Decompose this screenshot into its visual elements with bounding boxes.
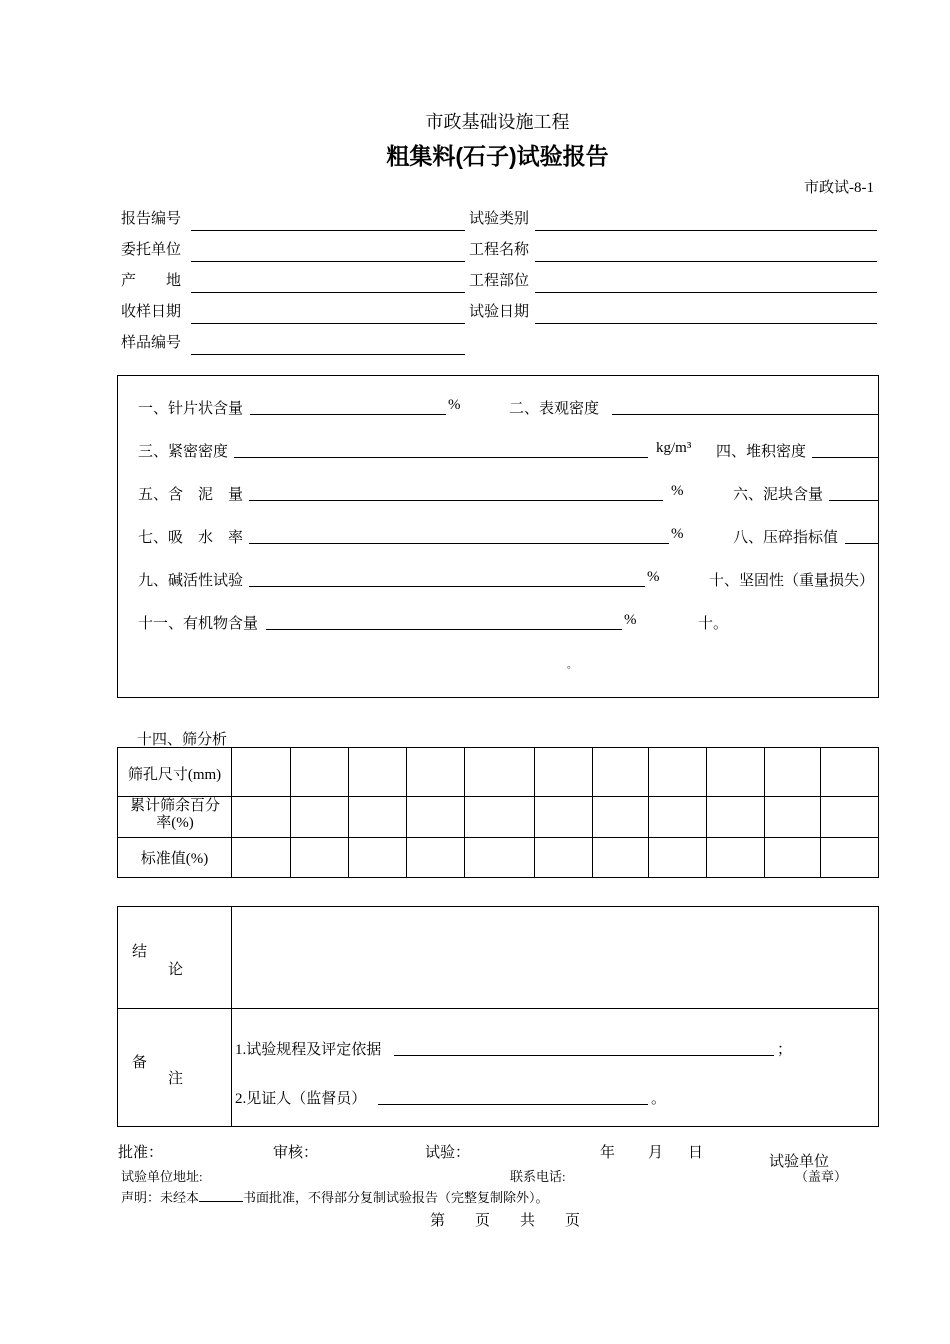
test-type-label: 试验类别 xyxy=(469,211,530,227)
item-6: 六、泥块含量 xyxy=(733,487,824,503)
phone-label: 联系电话: xyxy=(510,1169,566,1184)
remark-1: 1.试验规程及评定依据 xyxy=(235,1042,382,1058)
remark-1-field[interactable] xyxy=(394,1055,774,1056)
project-part-label: 工程部位 xyxy=(469,273,530,289)
client-label: 委托单位 xyxy=(121,242,182,258)
item-7: 七、吸 水 率 xyxy=(138,530,244,546)
item-3: 三、紧密密度 xyxy=(138,444,229,460)
statement-a: 声明：未经本 xyxy=(121,1190,200,1205)
project-name-field[interactable] xyxy=(535,261,877,262)
form-code: 市政试-8-1 xyxy=(804,180,874,196)
review-label: 审核： xyxy=(273,1145,319,1161)
origin-field[interactable] xyxy=(191,292,465,293)
test-date-label: 试验日期 xyxy=(469,304,530,320)
results-box xyxy=(117,375,879,698)
dot: 。 xyxy=(567,660,577,671)
sample-no-label: 样品编号 xyxy=(121,335,182,351)
item-11: 十一、有机物含量 xyxy=(138,616,259,632)
unit: % xyxy=(624,612,637,628)
item-4: 四、堆积密度 xyxy=(716,444,807,460)
item-9: 九、碱活性试验 xyxy=(138,573,244,589)
unit: % xyxy=(671,483,684,499)
remarks-label: 备 xyxy=(132,1055,148,1071)
item-2: 二、表观密度 xyxy=(509,401,600,417)
item-11-field[interactable] xyxy=(266,629,622,630)
item-6-field[interactable] xyxy=(829,500,879,501)
test-date-field[interactable] xyxy=(535,323,877,324)
test-type-field[interactable] xyxy=(535,230,877,231)
item-8: 八、压碎指标值 xyxy=(733,530,839,546)
origin-label: 产 地 xyxy=(121,273,182,289)
remark-2-field[interactable] xyxy=(378,1104,648,1105)
item-8-field[interactable] xyxy=(845,543,879,544)
page-title: 粗集料(石子)试验报告 xyxy=(386,143,609,169)
item-1-field[interactable] xyxy=(250,414,446,415)
address-label: 试验单位地址: xyxy=(121,1169,203,1184)
sieve-row-label: 标准值(%) xyxy=(140,851,209,867)
item-5: 五、含 泥 量 xyxy=(138,487,244,503)
item-1: 一、针片状含量 xyxy=(138,401,244,417)
item-10: 十、坚固性（重量损失） xyxy=(709,573,875,589)
unit: % xyxy=(448,397,461,413)
item-7-field[interactable] xyxy=(249,543,669,544)
sieve-title: 十四、筛分析 xyxy=(137,732,228,748)
item-4-field[interactable] xyxy=(812,457,879,458)
report-no-label: 报告编号 xyxy=(121,211,182,227)
year-label: 年 xyxy=(600,1145,616,1161)
sieve-row-label: 累计筛余百分率(%) xyxy=(129,798,220,831)
report-no-field[interactable] xyxy=(191,230,465,231)
conclusion-label: 结 xyxy=(132,944,148,960)
item-9-field[interactable] xyxy=(249,586,645,587)
item-5-field[interactable] xyxy=(249,500,663,501)
remark-2: 2.见证人（监督员） xyxy=(235,1091,367,1107)
project-name-label: 工程名称 xyxy=(469,242,530,258)
statement-b: 书面批准，不得部分复制试验报告（完整复制除外）。 xyxy=(243,1190,549,1205)
item-12: 十。 xyxy=(698,616,729,632)
client-field[interactable] xyxy=(191,261,465,262)
approve-label: 批准： xyxy=(118,1145,164,1161)
seal-label: （盖章） xyxy=(795,1169,848,1184)
item-3-field[interactable] xyxy=(234,457,648,458)
receive-date-field[interactable] xyxy=(191,323,465,324)
conclusion-label: 论 xyxy=(168,962,184,978)
unit: % xyxy=(671,526,684,542)
sample-no-field[interactable] xyxy=(191,354,465,355)
unit: kg/m³ xyxy=(656,440,692,456)
receive-date-label: 收样日期 xyxy=(121,304,182,320)
sieve-table xyxy=(117,747,879,878)
day-label: 日 xyxy=(688,1145,704,1161)
punct: ； xyxy=(777,1042,793,1058)
month-label: 月 xyxy=(648,1145,664,1161)
project-part-field[interactable] xyxy=(535,292,877,293)
item-2-field[interactable] xyxy=(612,414,879,415)
test-unit-label: 试验单位 xyxy=(769,1154,830,1170)
statement xyxy=(121,1187,549,1206)
page-number: 第 页 共 页 xyxy=(430,1213,581,1229)
punct: 。 xyxy=(651,1091,667,1107)
test-label: 试验： xyxy=(425,1145,471,1161)
sieve-row-label: 筛孔尺寸(mm) xyxy=(127,767,222,783)
remarks-label: 注 xyxy=(168,1071,184,1087)
conclusion-table xyxy=(117,906,879,1127)
subtitle: 市政基础设施工程 xyxy=(425,112,570,132)
unit: % xyxy=(647,569,660,585)
